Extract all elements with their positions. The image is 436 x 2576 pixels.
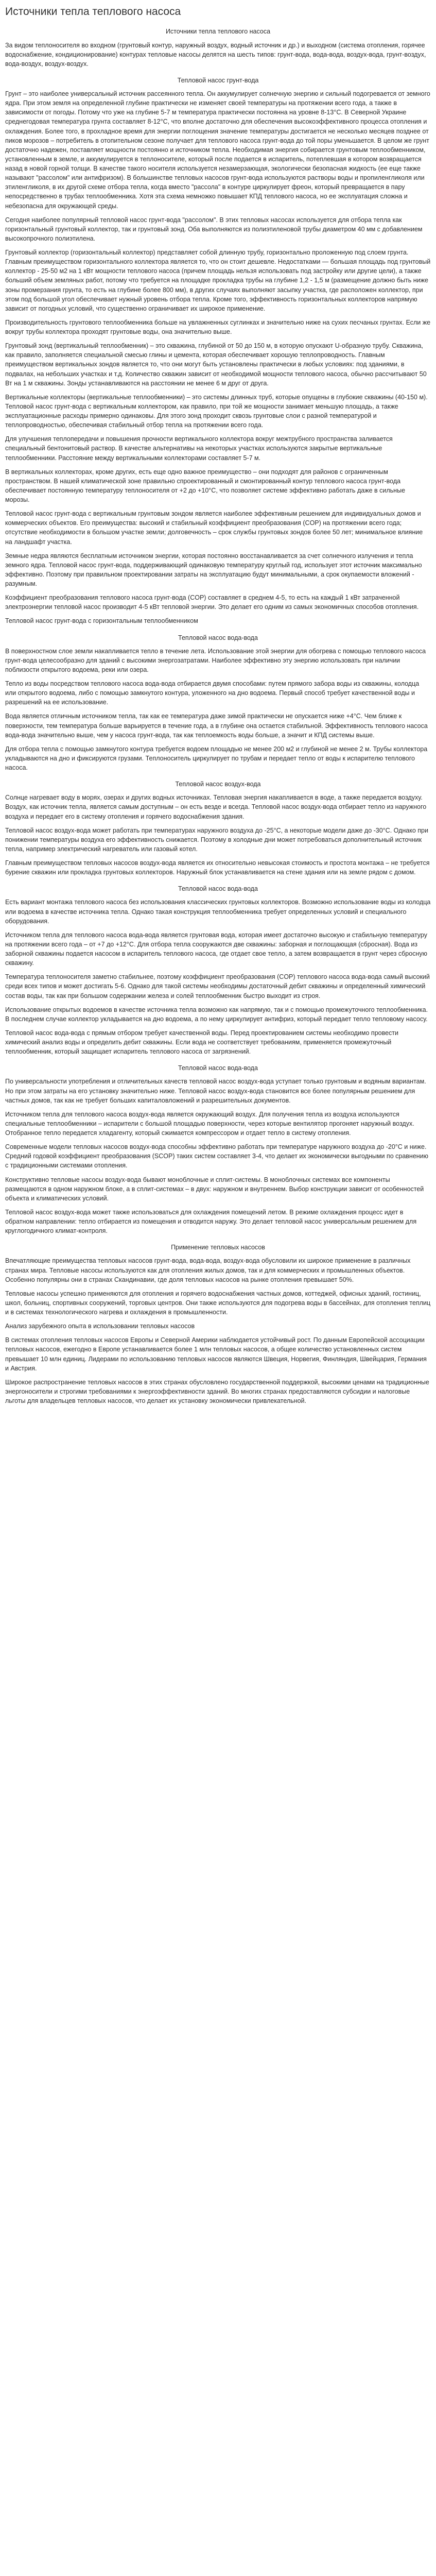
paragraph: За видом теплоносителя во входном (грунтовый контур, наружный воздух, водный источник и др.) и выходном (система отопления, горячее водоснабжение, кондиционирование) контурах тепловые насосы делятся на шесть типов: грунт-вода, вода-вода, воздух-вода, грунт-воздух, вода-воздух, воздух-воздух. bbox=[5, 41, 426, 67]
section-heading: Тепловой насос вода-вода bbox=[178, 885, 258, 893]
paragraph: В вертикальных коллекторах, кроме других, есть еще одно важное преимущество – они подходят для районов с ограниченным пространством. В нашей климатической зоне правильно спроектированный и смонтированный контур теплового насоса грунт-вода обеспечивает постоянную температуру теплоносителя от +2 до +10°С, что позволяет системе эффективно работать даже в сильные морозы. bbox=[5, 468, 406, 504]
paragraph: По универсальности употребления и отличительных качеств тепловой насос воздух-вода уступает только грунтовым и водяным вариантам. Но при этом затраты на его установку значительно ниже. Тепловой насос воздух-вода становится все более популярным решением для частных домов, так как не требует больших капиталовложений и разрешительных документов. bbox=[5, 1078, 426, 1104]
paragraph: Грунт – это наиболее универсальный источник рассеянного тепла. Он аккумулирует солнечную энергию и сильный подогревается от земного ядра. При этом земля на определенной глубине практически не изменяет своей температуры на протяжении всего года, а также в зависимости от погоды. Потому что уже на глубине 5-7 м температура практически постоянна на уровне 8-13°С. В Северной Украине среднегодовая температура грунта составляет 8-12°С, что вполне достаточно для обеспечения высокоэффективного процесса отопления и охлаждения. Более того, в прохладное время для энергии поглощения значение температуры достигается не несколько месяцев позднее от пиков морозов – потребитель в отопительном сезоне получает для теплового насоса грунт-вода до той поры уменьшается. В целом же грунт достаточно надежен, поставляет мощности постоянно и источником тепла. Необходимая энергия собирается грунтовым теплообменником, установленным в земле, и аккумулируется в теплоносителе, который после подается в испаритель, потеплевшая в котором возвращается назад в новой горной толщи. В качестве такого носителя используется незамерзающая, экологически безопасная жидкость (ее еще также называют "рассолом" или антифризом). В большинстве тепловых насосов грунт-вода используются растворы воды и пропиленгликоля или этиленгликоля, в их другой схеме отбора тепла, когда вместо "рассола" в контуре циркулирует фреон, который превращается в пару непосредственно в трубах теплообменника. Хотя эта схема немножко повышает КПД теплового насоса, но ее эксплуатация сложна и небезопасна для окружающей среды. bbox=[5, 90, 430, 210]
section-heading: Применение тепловых насосов bbox=[171, 1244, 265, 1251]
paragraph: Вертикальные коллекторы (вертикальные теплообменники) – это системы длинных труб, которые опущены в глубокие скважины (40-150 м). Тепловой насос грунт-вода с вертикальным коллектором, как правило, при той же мощности занимает меньшую площадь, а также эксплуатационные расходы примерно одинаковы. Для этого зонд проходит сквозь грунтовые слои с разной температурой и теплопроводностью, обеспечивая стабильный отбор тепла на протяжении всего года. bbox=[5, 393, 428, 429]
paragraph: Источником тепла для теплового насоса вода-вода является грунтовая вода, которая имеет достаточно высокую и стабильную температуру на протяжении всего года – от +7 до +12°С. Для отбора тепла сооружаются две скважины: заборная и поглощающая (сбросная). Вода из заборной скважины подается насосом в испаритель теплового насоса, где отдает свое тепло, а затем возвращается в грунт через сбросную скважину. bbox=[5, 931, 427, 967]
paragraph: Широкое распространение тепловых насосов в этих странах обусловлено государственной поддержкой, высокими ценами на традиционные энергоносители и строгими требованиями к энергоэффективности зданий. Во многих странах предоставляются субсидии и налоговые льготы для владельцев тепловых насосов, что делает их установку экономически привлекательной. bbox=[5, 1378, 429, 1405]
section-heading: Тепловой насос грунт-вода bbox=[177, 76, 259, 84]
article-body bbox=[5, 27, 431, 1405]
paragraph: Для отбора тепла с помощью замкнутого контура требуется водоем площадью не менее 200 м2 и глубиной не менее 2 м. Трубы коллектора укладываются на дно и фиксируются грузами. Теплоноситель циркулирует по трубам и передает тепло от воды к испарителю теплового насоса. bbox=[5, 745, 428, 772]
paragraph: Солнце нагревает воду в морях, озерах и других водных источниках. Тепловая энергия накапливается в воде, а также передается воздуху. Воздух, как источник тепла, является самым доступным – он есть везде и всегда. Тепловой насос воздух-вода отбирает тепло из наружного воздуха и передает его в систему отопления и горячего водоснабжения здания. bbox=[5, 794, 427, 820]
section-heading: Тепловой насос вода-вода bbox=[178, 1064, 258, 1072]
section-heading: Тепловой насос воздух-вода bbox=[175, 781, 261, 788]
paragraph: Грунтовый зонд (вертикальный теплообменник) – это скважина, глубиной от 50 до 150 м, в которую опускают U-образную трубу. Скважина, как правило, заполняется специальной смесью глины и цемента, которая обеспечивает хорошую теплопроводность. Главным преимуществом вертикальных зондов является то, что они могут быть установлены практически в любых условиях: под зданиями, в подвалах, на небольших участках и т.д. Количество скважин зависит от необходимой мощности теплового насоса, обычно рассчитывают 50 Вт на 1 м скважины. Зонды устанавливаются на расстоянии не менее 6 м друг от друга. bbox=[5, 342, 427, 387]
paragraph: В поверхностном слое земли накапливается тепло в течение лета. Использование этой энергии для обогрева с помощью теплового насоса грунт-вода целесообразно для зданий с высокими энергозатратами. Наиболее эффективно эту энергию использовать при наличии поблизости открытого водоема, реки или озера. bbox=[5, 647, 426, 673]
paragraph: Анализ зарубежного опыта в использовании тепловых насосов bbox=[5, 1323, 195, 1330]
paragraph: Тепловой насос вода-вода с прямым отбором требует качественной воды. Перед проектированием системы необходимо провести химический анализ воды и определить дебит скважины. Если вода не соответствует требованиям, применяется промежуточный теплообменник, который защищает испаритель теплового насоса от загрязнений. bbox=[5, 1029, 399, 1056]
paragraph: Впечатляющие преимущества тепловых насосов грунт-вода, вода-вода, воздух-вода обусловили их широкое применение в различных странах мира. Тепловые насосы используются как для отопления жилых домов, так и для коммерческих и промышленных объектов. Особенно популярны они в странах Скандинавии, где доля тепловых насосов на рынке отопления превышает 50%. bbox=[5, 1257, 411, 1283]
paragraph: Тепловой насос грунт-вода с вертикальным грунтовым зондом является наиболее эффективным решением для индивидуальных домов и коммерческих объектов. Его преимущества: высокий и стабильный коэффициент преобразования (COP) на протяжении всего года; отсутствие необходимости в большом участке земли; долговечность – срок службы грунтовых зондов более 50 лет; минимальное влияние на ландшафт участка. bbox=[5, 510, 423, 546]
section-heading: Источники тепла теплового насоса bbox=[165, 28, 271, 36]
paragraph: Конструктивно тепловые насосы воздух-вода бывают моноблочные и сплит-системы. В моноблочных системах все компоненты размещаются в одном наружном блоке, а в сплит-системах – в двух: наружном и внутреннем. Выбор конструкции зависит от особенностей объекта и климатических условий. bbox=[5, 1176, 424, 1202]
paragraph: Вода является отличным источником тепла, так как ее температура даже зимой практически не опускается ниже +4°С. Чем ближе к поверхности, тем температура больше варьируется в течение года, а в глубине она остается стабильной. Эффективность теплового насоса вода-вода значительно выше, чем у насоса грунт-вода, так как теплоемкость воды больше, а значит и КПД системы выше. bbox=[5, 713, 428, 739]
paragraph: Источником тепла для теплового насоса воздух-вода является окружающий воздух. Для получения тепла из воздуха используются специальные теплообменники – испарители с большой площадью поверхности, через которые вентилятор прогоняет наружный воздух. Отобранное тепло передается хладагенту, который сжимается компрессором и отдает тепло в систему отопления. bbox=[5, 1110, 414, 1137]
paragraph: Тепловые насосы успешно применяются для отопления и горячего водоснабжения частных домов, коттеджей, офисных зданий, гостиниц, школ, больниц, спортивных сооружений, торговых центров. Они также используются для подогрева воды в бассейнах, для отопления теплиц и в системах технологического нагрева и охлаждения в промышленности. bbox=[5, 1290, 431, 1316]
paragraph: Производительность грунтового теплообменника больше на увлажненных суглинках и значительно ниже на сухих песчаных грунтах. Если же вокруг трубы коллектора проходят грунтовые воды, она значительно выше. bbox=[5, 318, 431, 336]
paragraph: Главным преимуществом тепловых насосов воздух-вода является их относительно невысокая стоимость и простота монтажа – не требуется бурение скважин или прокладка грунтовых коллекторов. Наружный блок устанавливается на стене здания или на земле рядом с домом. bbox=[5, 859, 430, 876]
paragraph: Температура теплоносителя заметно стабильнее, поэтому коэффициент преобразования (COP) теплового насоса вода-вода самый высокий среди всех типов и может достигать 5-6. Однако для такой системы необходимы достаточный дебит скважины и определенный химический состав воды, так как при большом содержании железа и солей теплообменник быстро выходит из строя. bbox=[5, 973, 430, 999]
paragraph: Тепловой насос грунт-вода с горизонтальным теплообменником bbox=[5, 617, 198, 625]
paragraph: В системах отопления тепловых насосов Европы и Северной Америки наблюдается устойчивый рост. По данным Европейской ассоциации тепловых насосов, ежегодно в Европе устанавливается более 1 млн тепловых насосов, а общее количество установленных систем превышает 10 млн единиц. Лидерами по использованию тепловых насосов являются Швеция, Норвегия, Финляндия, Швейцария, Германия и Австрия. bbox=[5, 1336, 427, 1372]
section-heading: Тепловой насос вода-вода bbox=[178, 634, 258, 641]
paragraph: Для улучшения теплопередачи и повышения прочности вертикального коллектора вокруг межтрубного пространства заливается специальный бентонитовый раствор. В качестве альтернативы на некоторых участках используются закрытые вертикальные теплообменники. Расстояние между вертикальными коллекторами составляет 5-7 м. bbox=[5, 435, 393, 462]
paragraph: Есть вариант монтажа теплового насоса без использования классических грунтовых коллекторов. Возможно использование воды из колодца или водоема в качестве источника тепла. Однако такая конструкция теплообменника требует определенных условий и специального оборудования. bbox=[5, 899, 431, 925]
paragraph: Тепло из воды посредством теплового насоса вода-вода отбирается двумя способами: путем прямого забора воды из скважины, колодца или открытого водоема, либо с помощью замкнутого контура, уложенного на дно водоема. Первый способ требует качественной воды и разрешений на ее использование. bbox=[5, 680, 420, 706]
paragraph: Грунтовый коллектор (горизонтальный коллектор) представляет собой длинную трубу, горизонтально проложенную под слоем грунта. Главным преимуществом горизонтального коллектора является то, что он стоит дешевле. Недостатками — большая площадь под грунтовый коллектор - 25-50 м2 на 1 кВт мощности теплового насоса (причем площадь нельзя использовать под застройку или другие цели), а также больший объем земляных работ, потому что требуется на площадке прокладка трубы на глубине 1,2 - 1,5 м (размещение должно быть ниже зоны промерзания грунта, то есть на глубине более 800 мм), в других случаях выполняют засыпку участка, где расположен коллектор, при этом под большой угол обеспечивает нужный уровень отбора тепла. Кроме того, эффективность горизонтальных коллекторов напрямую зависит от погодных условий, что существенно ограничивает их широкое применение. bbox=[5, 249, 431, 312]
page-title: Источники тепла теплового насоса bbox=[5, 6, 181, 18]
paragraph: Тепловой насос воздух-вода может также использоваться для охлаждения помещений летом. В режиме охлаждения процесс идет в обратном направлении: тепло отбирается из помещения и отводится наружу. Это делает тепловой насос универсальным решением для круглогодичного климат-контроля. bbox=[5, 1208, 417, 1235]
paragraph: Сегодня наиболее популярный тепловой насос грунт-вода "рассолом". В этих тепловых насосах используется для отбора тепла как горизонтальный грунтовый коллектор, так и грунтовый зонд. Оба выполняются из полиэтиленовой трубы диаметром 40 мм с добавлением высокопрочного полиэтилена. bbox=[5, 216, 423, 242]
paragraph: Современные модели тепловых насосов воздух-вода способны эффективно работать при температуре наружного воздуха до -20°С и ниже. Средний годовой коэффициент преобразования (SCOP) таких систем составляет 3-4, что делает их экономически выгодными по сравнению с традиционными системами отопления. bbox=[5, 1143, 429, 1170]
paragraph: Тепловой насос воздух-вода может работать при температурах наружного воздуха до -25°С, а некоторые модели даже до -30°С. Однако при понижении температуры воздуха его эффективность снижается. Поэтому в холодные дни может потребоваться дополнительный источник тепла, например электрический нагреватель или газовый котел. bbox=[5, 826, 428, 853]
paragraph: Использование открытых водоемов в качестве источника тепла возможно как напрямую, так и с помощью промежуточного теплообменника. В последнем случае коллектор укладывается на дно водоема, а по нему циркулирует антифриз, который передает тепло тепловому насосу. bbox=[5, 1006, 428, 1023]
paragraph: Земные недра являются бесплатным источником энергии, которая постоянно восстанавливается за счет солнечного излучения и тепла земного ядра. Тепловой насос грунт-вода, поддерживающий одинаковую температуру круглый год, использует этот источник максимально эффективно. Поэтому при правильном проектировании затраты на эксплуатацию будут минимальными, а срок окупаемости вложений - разумным. bbox=[5, 552, 422, 588]
paragraph: Коэффициент преобразования теплового насоса грунт-вода (COP) составляет в среднем 4-5, то есть на каждый 1 кВт затраченной электроэнергии тепловой насос производит 4-5 кВт тепловой энергии. Это делает его одним из самых экономичных способов отопления. bbox=[5, 594, 419, 611]
